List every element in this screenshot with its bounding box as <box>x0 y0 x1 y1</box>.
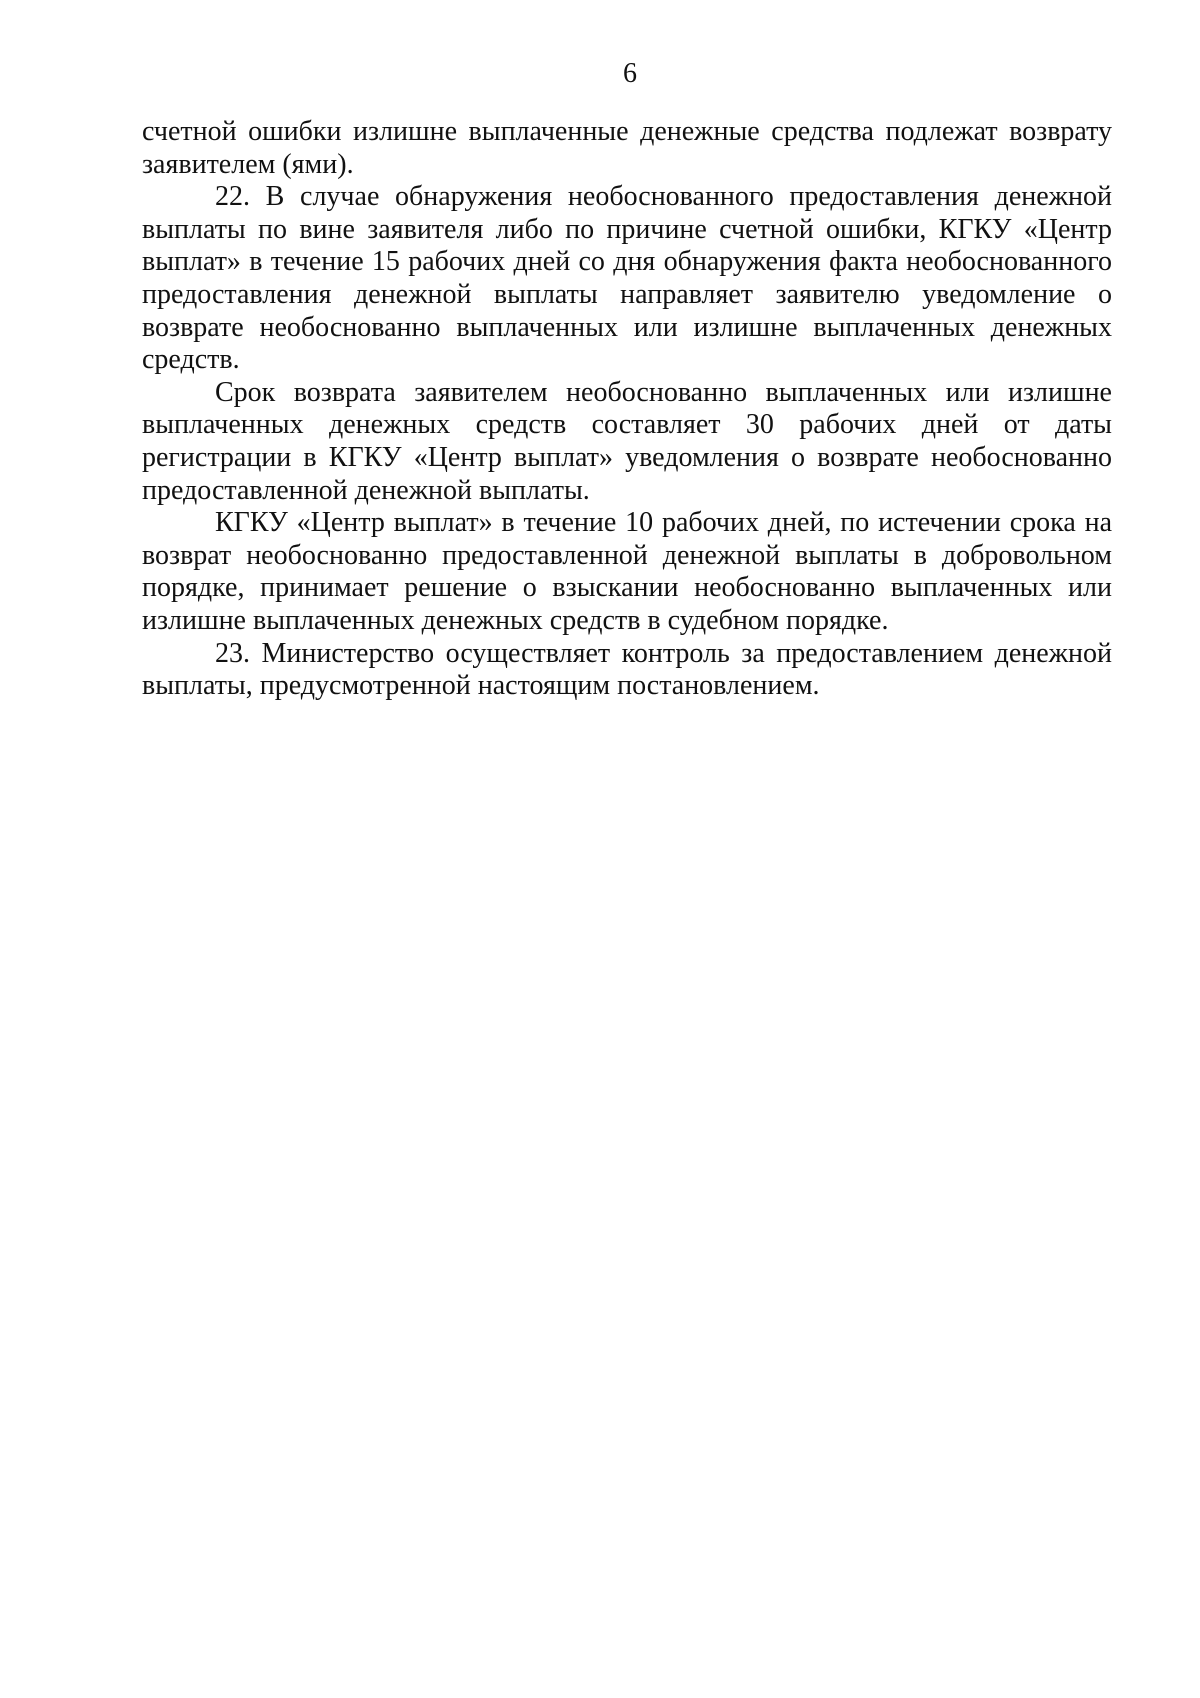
page-number: 6 <box>623 58 637 89</box>
paragraph-clause-22: 22. В случае обнаружения необоснованного предоставления денежной выплаты по вине заявителя либо по причине счетной ошибки, КГКУ «Центр выплат» в течение 15 рабочих дней со дня обнаружения факта необоснованного предоставления денежной выплаты направляет заявителю уведомление о возврате необоснованно выплаченных или излишне выплаченных денежных средств. <box>142 181 1112 376</box>
document-body <box>142 116 1112 703</box>
paragraph-continuation: счетной ошибки излишне выплаченные денежные средства подлежат возврату заявителем (ями). <box>142 116 1112 180</box>
paragraph-return-deadline: Срок возврата заявителем необоснованно выплаченных или излишне выплаченных денежных средств составляет 30 рабочих дней от даты регистрации в КГКУ «Центр выплат» уведомления о возврате необоснованно предоставленной денежной выплаты. <box>142 376 1112 506</box>
paragraph-court-recovery: КГКУ «Центр выплат» в течение 10 рабочих дней, по истечении срока на возврат необоснованно предоставленной денежной выплаты в добровольном порядке, принимает решение о взыскании необоснованно выплаченных или излишне выплаченных денежных средств в судебном порядке. <box>142 507 1112 636</box>
paragraph-clause-23: 23. Министерство осуществляет контроль за предоставлением денежной выплаты, предусмотренной настоящим постановлением. <box>142 637 1112 702</box>
